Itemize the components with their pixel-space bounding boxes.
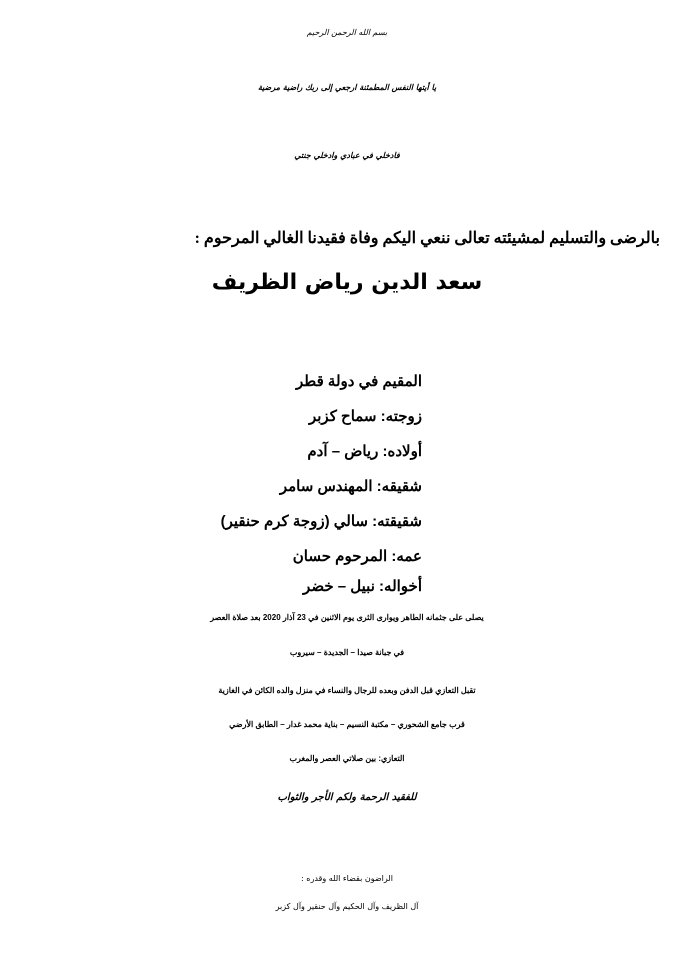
maternal-uncles-line: أخواله: نبيل – خضر <box>303 578 422 595</box>
residence-line: المقيم في دولة قطر <box>296 373 422 390</box>
wife-line: زوجته: سماح كزبر <box>308 408 422 425</box>
closing-prayer: للفقيد الرحمة ولكم الأجر والثواب <box>277 792 417 803</box>
uncle-line: عمه: المرحوم حسان <box>292 548 422 565</box>
sister-line: شقيقته: سالي (زوجة كرم حنقير) <box>220 513 422 530</box>
funeral-prayer-line: يصلى على جثمانه الطاهر ويوارى الثرى يوم الاثنين في 23 آذار 2020 بعد صلاة العصر <box>210 613 484 622</box>
mourners-label: الراضون بقضاء الله وقدره : <box>301 874 393 883</box>
mourning-families: آل الظريف وآل الحكيم وآل حنقير وآل كزبر <box>275 902 419 911</box>
brother-line: شقيقه: المهندس سامر <box>279 478 422 495</box>
basmala: بسم الله الرحمن الرحيم <box>306 28 388 37</box>
condolences-times: التعازي: بين صلاتي العصر والمغرب <box>289 754 405 763</box>
condolences-line-1: تقبل التعازي قبل الدفن وبعده للرجال والنساء في منزل والده الكائن في الغازية <box>218 686 476 695</box>
quran-verse-line-1: يا أيتها النفس المطمئنة ارجعي إلى ربك راضية مرضية <box>257 82 437 92</box>
children-line: أولاده: رياض – آدم <box>307 443 422 460</box>
condolences-line-2: قرب جامع الشحوري – مكتبة النسيم – بناية محمد غدار – الطابق الأرضي <box>229 720 465 729</box>
quran-verse-line-2: فادخلي في عبادي وادخلي جنتي <box>294 150 400 160</box>
cemetery-line: في جبانة صيدا – الجديدة – سيروب <box>289 648 405 657</box>
deceased-name: سعد الدين رياض الظريف <box>211 270 483 295</box>
announcement-intro: بالرضى والتسليم لمشيئته تعالى ننعي اليكم وفاة فقيدنا الغالي المرحوم : <box>194 230 660 247</box>
